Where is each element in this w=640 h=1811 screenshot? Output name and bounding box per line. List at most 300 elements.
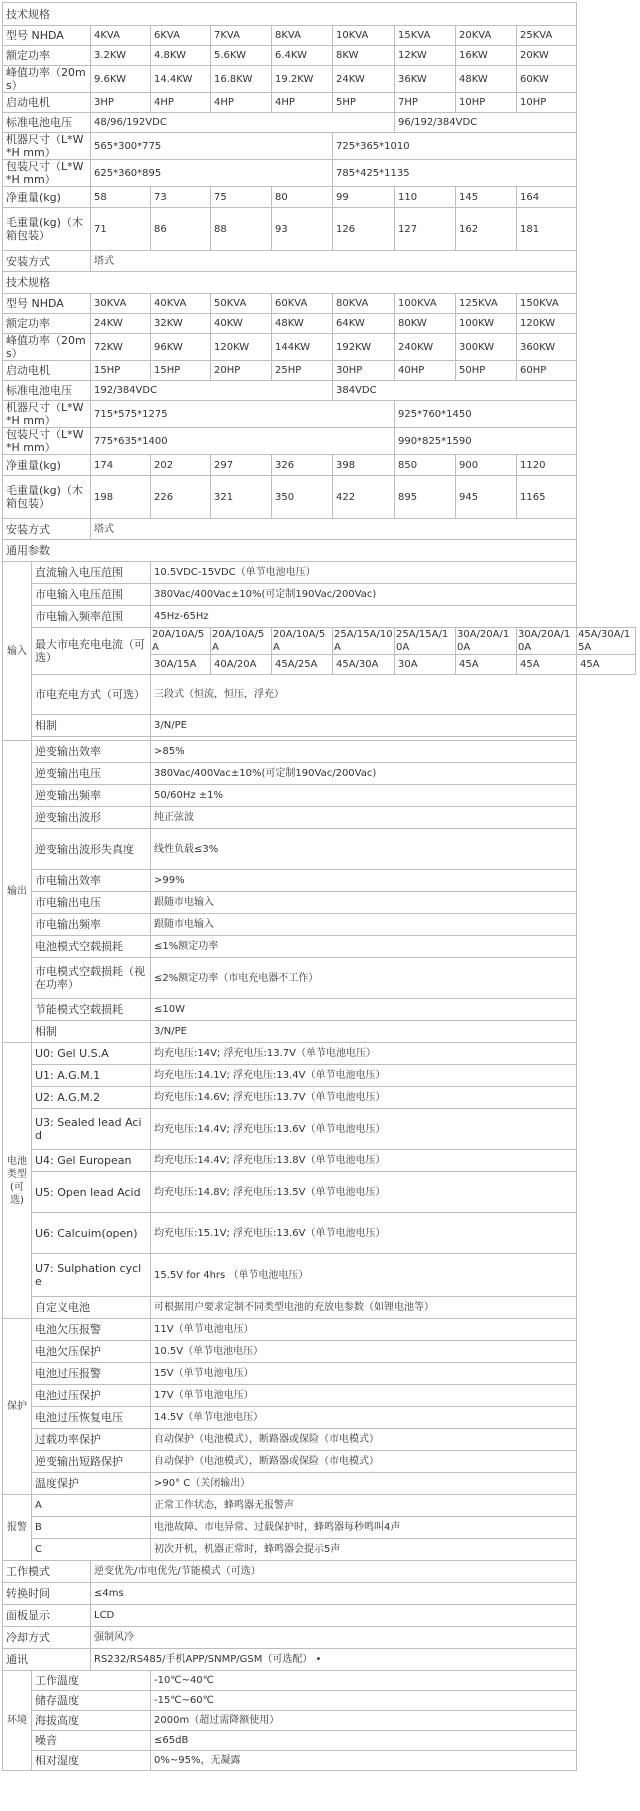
rated-power-cell: 48KW bbox=[272, 314, 333, 334]
protection-label: 电池欠压保护 bbox=[32, 1341, 151, 1363]
input-section-label: 输入 bbox=[3, 562, 32, 741]
alarm-code: B bbox=[32, 1517, 151, 1539]
rated-power-cell: 32KW bbox=[151, 314, 211, 334]
gross-weight-cell: 71 bbox=[91, 208, 151, 251]
work-mode-value: 逆变优先/市电优先/节能模式（可选） bbox=[91, 1561, 577, 1583]
table-row bbox=[3, 1539, 636, 1561]
model-cell: 8KVA bbox=[272, 26, 333, 46]
table-row bbox=[3, 1751, 636, 1771]
battery-type-spec: 15.5V for 4hrs （单节电池电压） bbox=[151, 1254, 577, 1297]
alarm-desc: 电池故障、市电异常、过载保护时，蜂鸣器每秒鸣叫4声 bbox=[151, 1517, 577, 1539]
battery-type-spec: 均充电压:14V; 浮充电压:13.7V（单节电池电压） bbox=[151, 1043, 577, 1065]
table-row bbox=[3, 1627, 636, 1649]
motor-cell: 10HP bbox=[456, 93, 517, 113]
table-row bbox=[3, 763, 636, 785]
max-charge-label: 最大市电充电电流（可选） bbox=[32, 628, 151, 675]
peak-power-cell: 72KW bbox=[91, 334, 151, 361]
motor-cell: 40HP bbox=[395, 361, 456, 381]
table-row bbox=[3, 294, 636, 314]
model-cell: 6KVA bbox=[151, 26, 211, 46]
model-cell: 15KVA bbox=[395, 26, 456, 46]
battery-type-spec: 均充电压:14.4V; 浮充电压:13.8V（单节电池电压） bbox=[151, 1150, 577, 1172]
table-row bbox=[3, 1495, 636, 1517]
max-charge-cell: 45A bbox=[577, 655, 636, 675]
model-cell: 25KVA bbox=[517, 26, 577, 46]
env-value: 2000m（超过需降额使用） bbox=[151, 1711, 577, 1731]
rated-power-label: 额定功率 bbox=[3, 46, 91, 66]
peak-power-cell: 9.6KW bbox=[91, 66, 151, 93]
battery-type-spec: 均充电压:14.4V; 浮充电压:13.6V（单节电池电压） bbox=[151, 1109, 577, 1150]
install-cell: 塔式 bbox=[91, 251, 577, 272]
package-size-cell: 785*425*1135 bbox=[333, 160, 577, 187]
table-row bbox=[3, 1172, 636, 1213]
max-charge-cell: 45A/25A bbox=[272, 655, 333, 675]
general-title: 通用参数 bbox=[3, 540, 577, 562]
peak-power-cell: 96KW bbox=[151, 334, 211, 361]
table-row bbox=[3, 314, 636, 334]
max-charge-cell: 20A/10A/5A bbox=[151, 628, 211, 655]
table-row bbox=[3, 93, 636, 113]
peak-power-cell: 36KW bbox=[395, 66, 456, 93]
table-row bbox=[3, 562, 636, 584]
table-row bbox=[3, 1711, 636, 1731]
motor-cell: 25HP bbox=[272, 361, 333, 381]
gross-weight-cell: 945 bbox=[456, 476, 517, 519]
env-label: 储存温度 bbox=[32, 1691, 151, 1711]
net-weight-cell: 326 bbox=[272, 455, 333, 476]
protection-value: 15V（单节电池电压） bbox=[151, 1363, 577, 1385]
install-label: 安装方式 bbox=[3, 519, 91, 540]
table-row bbox=[3, 1213, 636, 1254]
max-charge-cell: 30A/15A bbox=[151, 655, 211, 675]
net-weight-cell: 164 bbox=[517, 187, 577, 208]
inv-freq-label: 逆变输出频率 bbox=[32, 785, 151, 807]
inv-thd-label: 逆变输出波形失真度 bbox=[32, 829, 151, 870]
gross-weight-cell: 126 bbox=[333, 208, 395, 251]
table-row bbox=[3, 1649, 636, 1671]
table-row bbox=[3, 208, 636, 251]
transfer-time-label: 转换时间 bbox=[3, 1583, 91, 1605]
table-row bbox=[3, 715, 636, 737]
table-row bbox=[3, 1671, 636, 1691]
table-row bbox=[3, 46, 636, 66]
env-value: -10℃~40℃ bbox=[151, 1671, 577, 1691]
table-row bbox=[3, 1691, 636, 1711]
alarm-desc: 初次开机，机器正常时，蜂鸣器会提示5声 bbox=[151, 1539, 577, 1561]
net-weight-cell: 398 bbox=[333, 455, 395, 476]
comm-label: 通讯 bbox=[3, 1649, 91, 1671]
mains-freq-value: 跟随市电输入 bbox=[151, 914, 577, 936]
battery-voltage-cell: 192/384VDC bbox=[91, 381, 333, 401]
package-size-cell: 775*635*1400 bbox=[91, 428, 395, 455]
battery-type-spec: 均充电压:14.6V; 浮充电压:13.7V（单节电池电压） bbox=[151, 1087, 577, 1109]
model-cell: 80KVA bbox=[333, 294, 395, 314]
net-weight-cell: 99 bbox=[333, 187, 395, 208]
alarm-code: A bbox=[32, 1495, 151, 1517]
max-charge-cell: 25A/15A/10A bbox=[395, 628, 456, 655]
table-row bbox=[3, 66, 636, 93]
net-weight-label: 净重量(kg) bbox=[3, 455, 91, 476]
model-cell: 4KVA bbox=[91, 26, 151, 46]
peak-power-cell: 48KW bbox=[456, 66, 517, 93]
rated-power-cell: 40KW bbox=[211, 314, 272, 334]
model-cell: 100KVA bbox=[395, 294, 456, 314]
max-charge-cell: 45A/30A/15A bbox=[577, 628, 636, 655]
mains-eff-label: 市电输出效率 bbox=[32, 870, 151, 892]
table-row bbox=[3, 1065, 636, 1087]
battery-voltage-cell: 48/96/192VDC bbox=[91, 113, 395, 133]
package-size-cell: 625*360*895 bbox=[91, 160, 333, 187]
gross-weight-cell: 162 bbox=[456, 208, 517, 251]
battery-type-spec: 可根据用户要求定制不同类型电池的充放电参数（如锂电池等） bbox=[151, 1297, 577, 1319]
display-value: LCD bbox=[91, 1605, 577, 1627]
package-size-label: 包装尺寸（L*W*H mm） bbox=[3, 428, 91, 455]
rated-power-cell: 20KW bbox=[517, 46, 577, 66]
table-row bbox=[3, 334, 636, 361]
cooling-label: 冷却方式 bbox=[3, 1627, 91, 1649]
table-row bbox=[3, 1021, 636, 1043]
table-row bbox=[3, 1150, 636, 1172]
motor-cell: 60HP bbox=[517, 361, 577, 381]
peak-power-cell: 192KW bbox=[333, 334, 395, 361]
package-size-label: 包装尺寸（L*W*H mm） bbox=[3, 160, 91, 187]
inv-wave-value: 纯正弦波 bbox=[151, 807, 577, 829]
protection-section-label: 保护 bbox=[3, 1319, 32, 1495]
table-a-title: 技术规格 bbox=[3, 3, 577, 26]
transfer-time-value: ≤4ms bbox=[91, 1583, 577, 1605]
battery-type-label: U6: Calcuim(open) bbox=[32, 1213, 151, 1254]
work-mode-label: 工作模式 bbox=[3, 1561, 91, 1583]
net-weight-cell: 80 bbox=[272, 187, 333, 208]
protection-label: 电池欠压报警 bbox=[32, 1319, 151, 1341]
motor-label: 启动电机 bbox=[3, 361, 91, 381]
alarm-desc: 正常工作状态，蜂鸣器无报警声 bbox=[151, 1495, 577, 1517]
table-row bbox=[3, 1605, 636, 1627]
table-row bbox=[3, 1561, 636, 1583]
table-row bbox=[3, 160, 636, 187]
mains-freq-label: 市电输出频率 bbox=[32, 914, 151, 936]
inv-voltage-value: 380Vac/400Vac±10%(可定制190Vac/200Vac) bbox=[151, 763, 577, 785]
general-title-row bbox=[3, 540, 636, 562]
table-row bbox=[3, 1731, 636, 1751]
mains-voltage-label: 市电输出电压 bbox=[32, 892, 151, 914]
protection-label: 逆变输出短路保护 bbox=[32, 1451, 151, 1473]
motor-cell: 20HP bbox=[211, 361, 272, 381]
rated-power-label: 额定功率 bbox=[3, 314, 91, 334]
table-row bbox=[3, 1319, 636, 1341]
peak-power-cell: 19.2KW bbox=[272, 66, 333, 93]
table-row bbox=[3, 829, 636, 870]
protection-label: 温度保护 bbox=[32, 1473, 151, 1495]
battery-type-spec: 均充电压:15.1V; 浮充电压:13.6V（单节电池电压） bbox=[151, 1213, 577, 1254]
mains-noload-label: 市电模式空载损耗（视在功率） bbox=[32, 958, 151, 999]
motor-cell: 15HP bbox=[91, 361, 151, 381]
table-row bbox=[3, 476, 636, 519]
max-charge-cell: 45A/30A bbox=[333, 655, 395, 675]
table-b-title-row bbox=[3, 272, 636, 294]
motor-cell: 15HP bbox=[151, 361, 211, 381]
env-label: 工作温度 bbox=[32, 1671, 151, 1691]
peak-power-label: 峰值功率（20ms） bbox=[3, 334, 91, 361]
table-row bbox=[3, 1363, 636, 1385]
net-weight-cell: 110 bbox=[395, 187, 456, 208]
table-row bbox=[3, 1473, 636, 1495]
rated-power-cell: 3.2KW bbox=[91, 46, 151, 66]
eco-noload-label: 节能模式空载损耗 bbox=[32, 999, 151, 1021]
freq-range-label: 市电输入频率范围 bbox=[32, 606, 151, 628]
max-charge-cell: 20A/10A/5A bbox=[272, 628, 333, 655]
table-row bbox=[3, 999, 636, 1021]
inv-freq-value: 50/60Hz ±1% bbox=[151, 785, 577, 807]
peak-power-cell: 60KW bbox=[517, 66, 577, 93]
table-row bbox=[3, 1341, 636, 1363]
motor-cell: 4HP bbox=[272, 93, 333, 113]
battery-voltage-label: 标准电池电压 bbox=[3, 113, 91, 133]
peak-power-cell: 14.4KW bbox=[151, 66, 211, 93]
table-row bbox=[3, 1385, 636, 1407]
max-charge-cell: 25A/15A/10A bbox=[334, 629, 393, 653]
gross-weight-cell: 181 bbox=[517, 208, 577, 251]
table-row bbox=[3, 675, 636, 715]
table-row bbox=[3, 428, 636, 455]
batt-noload-label: 电池模式空载损耗 bbox=[32, 936, 151, 958]
peak-power-label: 峰值功率（20ms） bbox=[3, 66, 91, 93]
table-row bbox=[3, 606, 636, 628]
gross-weight-cell: 895 bbox=[395, 476, 456, 519]
output-phase-label: 相制 bbox=[32, 1021, 151, 1043]
table-row bbox=[3, 914, 636, 936]
inv-wave-label: 逆变输出波形 bbox=[32, 807, 151, 829]
spec-table bbox=[2, 2, 636, 1771]
model-cell: 30KVA bbox=[91, 294, 151, 314]
dc-range-label: 直流输入电压范围 bbox=[32, 562, 151, 584]
table-row bbox=[3, 381, 636, 401]
inv-thd-value: 线性负载≤3% bbox=[151, 829, 577, 870]
rated-power-cell: 120KW bbox=[517, 314, 577, 334]
model-cell: 40KVA bbox=[151, 294, 211, 314]
rated-power-cell: 24KW bbox=[91, 314, 151, 334]
battery-type-label: U7: Sulphation cycle bbox=[32, 1254, 151, 1297]
battery-voltage-cell: 384VDC bbox=[333, 381, 577, 401]
protection-value: >90° C（关闭输出） bbox=[151, 1473, 577, 1495]
charge-mode-value: 三段式（恒流，恒压，浮充） bbox=[151, 675, 577, 715]
alarm-section-label: 报警 bbox=[3, 1495, 32, 1561]
peak-power-cell: 24KW bbox=[333, 66, 395, 93]
alarm-code: C bbox=[32, 1539, 151, 1561]
table-row bbox=[3, 1254, 636, 1297]
env-value: -15℃~60℃ bbox=[151, 1691, 577, 1711]
table-row bbox=[3, 1583, 636, 1605]
gross-weight-label: 毛重量(kg)（木箱包装） bbox=[3, 476, 91, 519]
battery-voltage-label: 标准电池电压 bbox=[3, 381, 91, 401]
max-charge-cell: 45A bbox=[517, 655, 577, 675]
table-row bbox=[3, 1451, 636, 1473]
table-row bbox=[3, 958, 636, 999]
battery-type-label: U0: Gel U.S.A bbox=[32, 1043, 151, 1065]
table-a-title-row bbox=[3, 3, 636, 26]
model-label: 型号 NHDA bbox=[3, 26, 91, 46]
battery-types-section-label: 电池类型(可选) bbox=[3, 1043, 32, 1319]
peak-power-cell: 16.8KW bbox=[211, 66, 272, 93]
protection-value: 自动保护（电池模式），断路器或保险（市电模式） bbox=[151, 1451, 577, 1473]
protection-label: 电池过压报警 bbox=[32, 1363, 151, 1385]
table-row bbox=[3, 785, 636, 807]
inv-eff-label: 逆变输出效率 bbox=[32, 741, 151, 763]
table-row bbox=[3, 1407, 636, 1429]
mains-noload-value: ≤2%额定功率（市电充电器不工作） bbox=[151, 958, 577, 999]
gross-weight-label: 毛重量(kg)（木箱包装） bbox=[3, 208, 91, 251]
model-cell: 125KVA bbox=[456, 294, 517, 314]
machine-size-cell: 925*760*1450 bbox=[395, 401, 577, 428]
env-value: ≤65dB bbox=[151, 1731, 577, 1751]
gross-weight-cell: 86 bbox=[151, 208, 211, 251]
model-cell: 7KVA bbox=[211, 26, 272, 46]
rated-power-cell: 12KW bbox=[395, 46, 456, 66]
net-weight-cell: 850 bbox=[395, 455, 456, 476]
peak-power-cell: 144KW bbox=[272, 334, 333, 361]
net-weight-cell: 75 bbox=[211, 187, 272, 208]
motor-cell: 3HP bbox=[91, 93, 151, 113]
net-weight-cell: 202 bbox=[151, 455, 211, 476]
cooling-value: 强制风冷 bbox=[91, 1627, 577, 1649]
battery-type-label: U3: Sealed lead Acid bbox=[32, 1109, 151, 1150]
battery-type-spec: 均充电压:14.8V; 浮充电压:13.5V（单节电池电压） bbox=[151, 1172, 577, 1213]
dc-range-value: 10.5VDC-15VDC（单节电池电压） bbox=[151, 562, 577, 584]
table-row bbox=[3, 870, 636, 892]
max-charge-cell: 45A bbox=[456, 655, 517, 675]
charge-mode-label: 市电充电方式（可选） bbox=[32, 675, 151, 715]
table-row bbox=[3, 361, 636, 381]
max-charge-cell: 40A/20A bbox=[211, 655, 272, 675]
mains-eff-value: >99% bbox=[151, 870, 577, 892]
gross-weight-cell: 88 bbox=[211, 208, 272, 251]
machine-size-cell: 565*300*775 bbox=[91, 133, 333, 160]
battery-type-label: U1: A.G.M.1 bbox=[32, 1065, 151, 1087]
gross-weight-cell: 226 bbox=[151, 476, 211, 519]
net-weight-cell: 58 bbox=[91, 187, 151, 208]
net-weight-label: 净重量(kg) bbox=[3, 187, 91, 208]
env-label: 海拔高度 bbox=[32, 1711, 151, 1731]
rated-power-cell: 8KW bbox=[333, 46, 395, 66]
motor-cell: 4HP bbox=[151, 93, 211, 113]
ac-range-value: 380Vac/400Vac±10%(可定制190Vac/200Vac) bbox=[151, 584, 577, 606]
net-weight-cell: 174 bbox=[91, 455, 151, 476]
table-row bbox=[3, 1109, 636, 1150]
protection-label: 电池过压保护 bbox=[32, 1385, 151, 1407]
battery-type-label: U5: Open lead Acid bbox=[32, 1172, 151, 1213]
comm-value: RS232/RS485/手机APP/SNMP/GSM（可选配） • bbox=[91, 1649, 577, 1671]
net-weight-cell: 900 bbox=[456, 455, 517, 476]
net-weight-cell: 297 bbox=[211, 455, 272, 476]
install-label: 安装方式 bbox=[3, 251, 91, 272]
model-cell: 10KVA bbox=[333, 26, 395, 46]
install-cell: 塔式 bbox=[91, 519, 577, 540]
rated-power-cell: 6.4KW bbox=[272, 46, 333, 66]
model-cell: 20KVA bbox=[456, 26, 517, 46]
table-b-title: 技术规格 bbox=[3, 272, 577, 294]
motor-cell: 10HP bbox=[517, 93, 577, 113]
table-row bbox=[3, 936, 636, 958]
env-label: 噪音 bbox=[32, 1731, 151, 1751]
table-row bbox=[3, 628, 636, 655]
mains-voltage-value: 跟随市电输入 bbox=[151, 892, 577, 914]
battery-voltage-cell: 96/192/384VDC bbox=[395, 113, 577, 133]
protection-label: 过载功率保护 bbox=[32, 1429, 151, 1451]
battery-type-label: 自定义电池 bbox=[32, 1297, 151, 1319]
table-row bbox=[3, 133, 636, 160]
table-row bbox=[3, 807, 636, 829]
table-row bbox=[3, 251, 636, 272]
gross-weight-cell: 1165 bbox=[517, 476, 577, 519]
motor-cell: 50HP bbox=[456, 361, 517, 381]
battery-type-label: U2: A.G.M.2 bbox=[32, 1087, 151, 1109]
table-row bbox=[3, 1297, 636, 1319]
protection-label: 电池过压恢复电压 bbox=[32, 1407, 151, 1429]
rated-power-cell: 4.8KW bbox=[151, 46, 211, 66]
peak-power-cell: 360KW bbox=[517, 334, 577, 361]
machine-size-label: 机器尺寸（L*W*H mm） bbox=[3, 133, 91, 160]
protection-value: 14.5V（单节电池电压） bbox=[151, 1407, 577, 1429]
rated-power-cell: 100KW bbox=[456, 314, 517, 334]
rated-power-cell: 5.6KW bbox=[211, 46, 272, 66]
rated-power-cell: 80KW bbox=[395, 314, 456, 334]
motor-cell: 4HP bbox=[211, 93, 272, 113]
env-value: 0%~95%，无凝露 bbox=[151, 1751, 577, 1771]
gross-weight-cell: 198 bbox=[91, 476, 151, 519]
net-weight-cell: 73 bbox=[151, 187, 211, 208]
motor-label: 启动电机 bbox=[3, 93, 91, 113]
input-phase-label: 相制 bbox=[32, 715, 151, 737]
model-label: 型号 NHDA bbox=[3, 294, 91, 314]
protection-value: 10.5V（单节电池电压） bbox=[151, 1341, 577, 1363]
eco-noload-value: ≤10W bbox=[151, 999, 577, 1021]
gross-weight-cell: 350 bbox=[272, 476, 333, 519]
display-label: 面板显示 bbox=[3, 1605, 91, 1627]
input-phase-value: 3/N/PE bbox=[151, 715, 577, 737]
batt-noload-value: ≤1%额定功率 bbox=[151, 936, 577, 958]
motor-cell: 30HP bbox=[333, 361, 395, 381]
table-row bbox=[3, 1517, 636, 1539]
battery-type-spec: 均充电压:14.1V; 浮充电压:13.4V（单节电池电压） bbox=[151, 1065, 577, 1087]
protection-value: 17V（单节电池电压） bbox=[151, 1385, 577, 1407]
machine-size-cell: 715*575*1275 bbox=[91, 401, 395, 428]
peak-power-cell: 120KW bbox=[211, 334, 272, 361]
max-charge-cell: 30A bbox=[395, 655, 456, 675]
table-row bbox=[3, 519, 636, 540]
table-row bbox=[3, 1087, 636, 1109]
table-row bbox=[3, 892, 636, 914]
machine-size-label: 机器尺寸（L*W*H mm） bbox=[3, 401, 91, 428]
env-label: 相对湿度 bbox=[32, 1751, 151, 1771]
table-row bbox=[3, 584, 636, 606]
gross-weight-cell: 93 bbox=[272, 208, 333, 251]
max-charge-cell: 20A/10A/5A bbox=[211, 628, 272, 655]
table-row bbox=[3, 1429, 636, 1451]
max-charge-cell: 30A/20A/10A bbox=[517, 628, 577, 655]
model-cell: 60KVA bbox=[272, 294, 333, 314]
motor-cell: 7HP bbox=[395, 93, 456, 113]
inv-eff-value: >85% bbox=[151, 741, 577, 763]
motor-cell: 5HP bbox=[333, 93, 395, 113]
gross-weight-cell: 127 bbox=[395, 208, 456, 251]
gross-weight-cell: 422 bbox=[333, 476, 395, 519]
table-row bbox=[3, 187, 636, 208]
table-row bbox=[3, 741, 636, 763]
table-row bbox=[3, 455, 636, 476]
output-section-label: 输出 bbox=[3, 741, 32, 1043]
output-phase-value: 3/N/PE bbox=[151, 1021, 577, 1043]
model-cell: 50KVA bbox=[211, 294, 272, 314]
